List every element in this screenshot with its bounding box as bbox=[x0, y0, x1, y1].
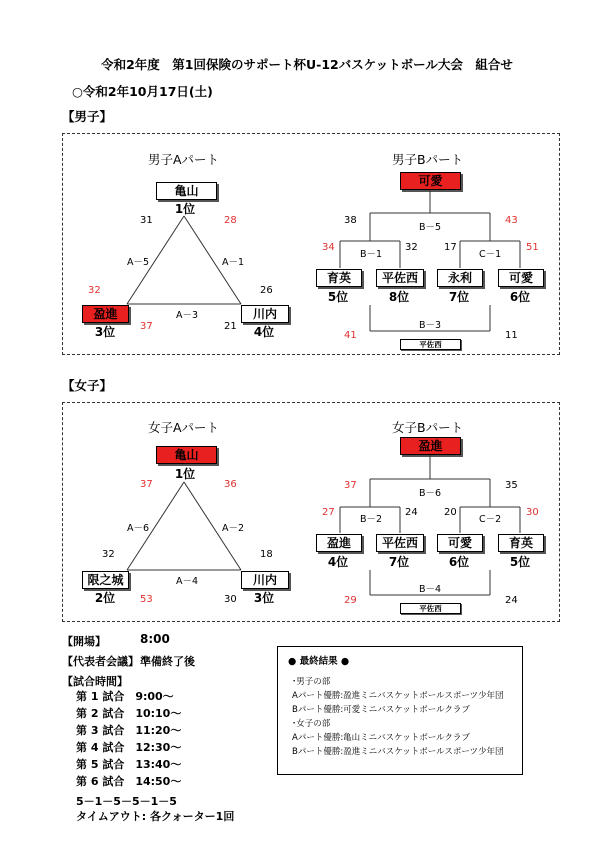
boys-a-left-rank: 3位 bbox=[94, 325, 116, 339]
open-time: 8:00 bbox=[140, 632, 170, 646]
girls-game-a6: A－6 bbox=[127, 523, 150, 534]
girls-b-title: 女子Bパート bbox=[392, 420, 464, 435]
final-results-box bbox=[277, 646, 523, 775]
girls-a-score: 37 bbox=[140, 479, 153, 490]
event-date: ○令和2年10月17日(土) bbox=[72, 84, 213, 99]
boys-a-title: 男子Aパート bbox=[148, 152, 220, 167]
boys-a-score: 26 bbox=[260, 285, 273, 296]
results-boys-a: Aパート優勝:盈進ミニバスケットボールスポーツ少年団 bbox=[292, 691, 504, 701]
girls-section-label: 【女子】 bbox=[62, 378, 113, 393]
page-title: 令和2年度 第1回保険のサポート杯U-12バスケットボール大会 組合せ bbox=[101, 57, 513, 72]
boys-game-b1: B－1 bbox=[360, 249, 383, 260]
game-time-4: 第 4 試合 12:30～ bbox=[76, 741, 182, 754]
boys-b-team-1: 育英 bbox=[316, 269, 362, 287]
girls-game-b6: B－6 bbox=[419, 488, 442, 499]
boys-a-top-rank: 1位 bbox=[174, 202, 196, 216]
girls-game-c2: C－2 bbox=[479, 514, 502, 525]
girls-a-top-team: 亀山 bbox=[156, 446, 217, 464]
girls-b-score: 30 bbox=[526, 507, 539, 518]
schedule-label: 【試合時間】 bbox=[62, 675, 128, 688]
girls-a-top-rank: 1位 bbox=[174, 467, 196, 481]
girls-b-score: 24 bbox=[405, 507, 418, 518]
girls-b-score: 20 bbox=[444, 507, 457, 518]
girls-b-rank-1: 4位 bbox=[327, 555, 349, 569]
girls-game-a2: A－2 bbox=[222, 523, 245, 534]
boys-b-rank-3: 7位 bbox=[448, 290, 470, 304]
girls-a-right-rank: 3位 bbox=[253, 591, 275, 605]
boys-b-rank-2: 8位 bbox=[388, 290, 410, 304]
boys-b-team-2: 平佐西 bbox=[376, 269, 424, 287]
girls-b-team-2: 平佐西 bbox=[376, 534, 424, 552]
girls-game-a4: A－4 bbox=[176, 576, 199, 587]
boys-a-score: 21 bbox=[224, 321, 237, 332]
boys-b-score: 38 bbox=[344, 215, 357, 226]
boys-b-score: 34 bbox=[322, 242, 335, 253]
boys-b-third-box: 平佐西 bbox=[400, 339, 461, 350]
girls-a-right-team: 川内 bbox=[241, 571, 289, 589]
boys-a-score: 37 bbox=[140, 321, 153, 332]
results-girls-b: Bパート優勝:盈進ミニバスケットボールスポーツ少年団 bbox=[292, 747, 504, 757]
meeting-label: 【代表者会議】 bbox=[62, 655, 139, 668]
boys-a-right-team: 川内 bbox=[241, 305, 289, 323]
boys-game-a5: A－5 bbox=[127, 257, 150, 268]
boys-b-team-3: 永利 bbox=[437, 269, 483, 287]
results-boys-b: Bパート優勝:可愛ミニバスケットボールクラブ bbox=[292, 705, 470, 715]
boys-b-score: 51 bbox=[526, 242, 539, 253]
girls-b-team-3: 可愛 bbox=[437, 534, 483, 552]
game-time-2: 第 2 試合 10:10～ bbox=[76, 707, 182, 720]
boys-b-score: 43 bbox=[505, 215, 518, 226]
girls-game-b2: B－2 bbox=[360, 514, 383, 525]
boys-b-winner: 可愛 bbox=[400, 172, 461, 190]
boys-a-left-team: 盈進 bbox=[82, 305, 129, 323]
boys-b-score: 32 bbox=[405, 242, 418, 253]
girls-game-b4: B－4 bbox=[419, 584, 442, 595]
results-girls-a: Aパート優勝:亀山ミニバスケットボールクラブ bbox=[292, 733, 470, 743]
boys-section-label: 【男子】 bbox=[62, 109, 113, 124]
boys-a-top-team: 亀山 bbox=[156, 182, 217, 200]
boys-a-score: 28 bbox=[224, 215, 237, 226]
timeout-rule: タイムアウト: 各クォーター1回 bbox=[76, 810, 235, 823]
boys-b-rank-4: 6位 bbox=[509, 290, 531, 304]
girls-b-score: 37 bbox=[344, 480, 357, 491]
boys-b-score: 41 bbox=[344, 330, 357, 341]
girls-b-score: 27 bbox=[322, 507, 335, 518]
girls-a-score: 32 bbox=[102, 549, 115, 560]
girls-b-rank-3: 6位 bbox=[448, 555, 470, 569]
girls-a-left-rank: 2位 bbox=[94, 591, 116, 605]
girls-a-score: 18 bbox=[260, 549, 273, 560]
boys-game-a1: A－1 bbox=[222, 257, 245, 268]
boys-b-title: 男子Bパート bbox=[392, 152, 464, 167]
boys-game-b3: B－3 bbox=[419, 320, 442, 331]
girls-b-score: 24 bbox=[505, 595, 518, 606]
girls-a-score: 30 bbox=[224, 594, 237, 605]
results-heading: ● 最終結果 ● bbox=[288, 656, 350, 667]
game-time-6: 第 6 試合 14:50～ bbox=[76, 775, 182, 788]
girls-a-score: 53 bbox=[140, 594, 153, 605]
open-label: 【開場】 bbox=[62, 635, 106, 648]
girls-a-title: 女子Aパート bbox=[148, 420, 220, 435]
game-time-1: 第 1 試合 9:00～ bbox=[76, 690, 174, 703]
girls-a-score: 36 bbox=[224, 479, 237, 490]
meeting-value: 準備終了後 bbox=[140, 655, 195, 668]
boys-game-c1: C－1 bbox=[479, 249, 502, 260]
girls-b-score: 29 bbox=[344, 595, 357, 606]
boys-game-a3: A－3 bbox=[176, 310, 199, 321]
game-format: 5－1－5－5－1－5 bbox=[76, 795, 177, 808]
girls-b-score: 35 bbox=[505, 480, 518, 491]
girls-b-rank-4: 5位 bbox=[509, 555, 531, 569]
boys-a-score: 32 bbox=[88, 285, 101, 296]
game-time-5: 第 5 試合 13:40～ bbox=[76, 758, 182, 771]
boys-game-b5: B－5 bbox=[419, 222, 442, 233]
boys-b-score: 11 bbox=[505, 330, 518, 341]
girls-b-rank-2: 7位 bbox=[388, 555, 410, 569]
boys-a-right-rank: 4位 bbox=[253, 325, 275, 339]
results-girls-label: ･女子の部 bbox=[292, 719, 331, 729]
girls-a-left-team: 限之城 bbox=[82, 571, 129, 589]
game-time-3: 第 3 試合 11:20～ bbox=[76, 724, 182, 737]
boys-b-team-4: 可愛 bbox=[498, 269, 544, 287]
girls-b-winner: 盈進 bbox=[400, 437, 461, 455]
boys-a-score: 31 bbox=[140, 215, 153, 226]
girls-b-team-1: 盈進 bbox=[316, 534, 362, 552]
boys-b-score: 17 bbox=[444, 242, 457, 253]
results-boys-label: ･男子の部 bbox=[292, 677, 331, 687]
boys-b-rank-1: 5位 bbox=[327, 290, 349, 304]
girls-b-third-box: 平佐西 bbox=[400, 603, 461, 614]
girls-b-team-4: 育英 bbox=[498, 534, 544, 552]
